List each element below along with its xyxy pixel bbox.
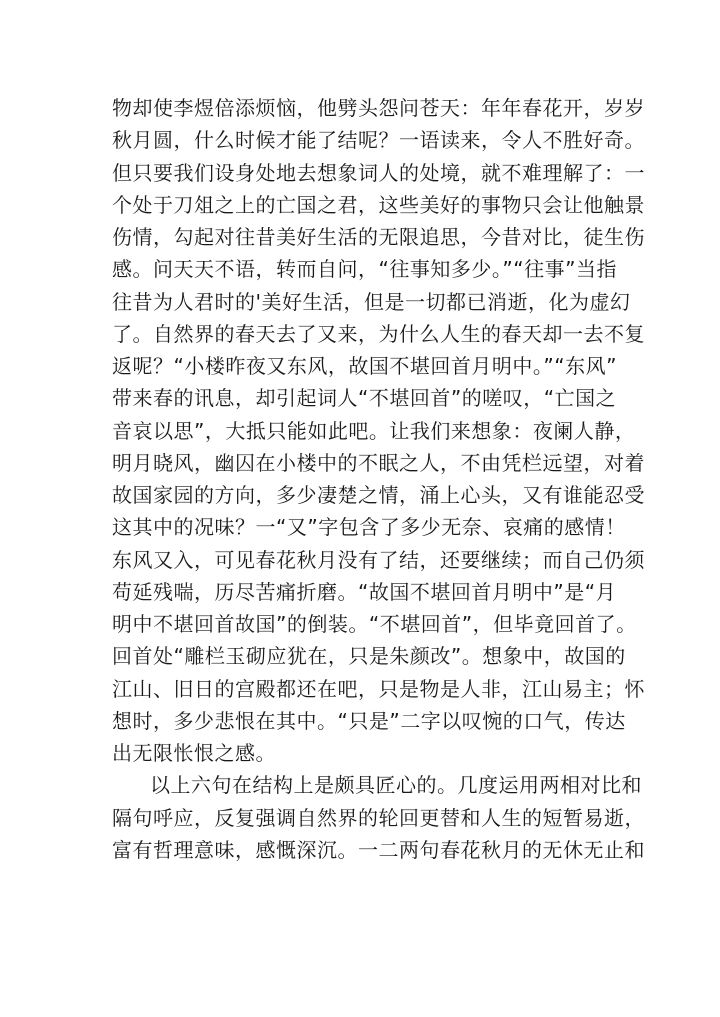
text-line: 出无限怅恨之感。 xyxy=(112,741,276,765)
paragraph-1 xyxy=(112,92,645,769)
text-line: 以上六句在结构上是颇具匠心的。几度运用两相对比和 xyxy=(150,773,642,798)
text-line: 回首处“雕栏玉砌应犹在，只是朱颜改”。想象中，故国的 xyxy=(112,644,626,669)
text-line: 个处于刀俎之上的亡国之君，这些美好的事物只会让他触景 xyxy=(112,192,645,217)
text-line: 这其中的况味？一“又”字包含了多少无奈、哀痛的感情！ xyxy=(112,515,626,540)
paragraph-2 xyxy=(112,769,645,866)
text-line: 带来春的讯息，却引起词人“不堪回首”的嗟叹，“亡国之 xyxy=(112,386,617,411)
text-line: 想时，多少悲恨在其中。“只是”二字以叹惋的口气，传达 xyxy=(112,708,626,733)
text-line: 物却使李煜倍添烦恼，他劈头怨问苍天：年年春花开，岁岁 xyxy=(112,96,645,120)
text-line: 苟延残喘，历尽苦痛折磨。“故国不堪回首月明中”是“月 xyxy=(112,579,617,604)
text-line: 东风又入，可见春花秋月没有了结，还要继续；而自己仍须 xyxy=(112,547,645,572)
text-line: 故国家园的方向，多少凄楚之情，涌上心头，又有谁能忍受 xyxy=(112,483,645,507)
text-line: 返呢？“小楼昨夜又东风，故国不堪回首月明中。”“东风” xyxy=(112,354,617,378)
text-line: 明月晓风，幽囚在小楼中的不眠之人，不由凭栏远望，对着 xyxy=(112,450,645,475)
text-line: 但只要我们设身处地去想象词人的处境，就不难理解了：一 xyxy=(112,160,645,185)
text-line: 明中不堪回首故国”的倒装。“不堪回首”，但毕竟回首了。 xyxy=(112,612,637,636)
text-line: 隔句呼应，反复强调自然界的轮回更替和人生的短暂易逝， xyxy=(112,805,645,830)
text-line: 往昔为人君时的'美好生活，但是一切都已消逝，化为虚幻 xyxy=(112,289,631,314)
text-line: 音哀以思”，大抵只能如此吧。让我们来想象：夜阑人静， xyxy=(112,418,636,443)
body-text xyxy=(112,92,645,866)
text-line: 秋月圆，什么时候才能了结呢？一语读来，令人不胜好奇。 xyxy=(112,128,645,153)
text-line: 感。问天天不语，转而自问，“往事知多少。”“往事”当指 xyxy=(112,257,617,282)
text-line: 了。自然界的春天去了又来，为什么人生的春天却一去不复 xyxy=(112,321,645,346)
text-line: 江山、旧日的宫殿都还在吧，只是物是人非，江山易主；怀 xyxy=(112,676,645,701)
text-line: 富有哲理意味，感慨深沉。一二两句春花秋月的无休无止和 xyxy=(112,837,645,862)
text-line: 伤情，勾起对往昔美好生活的无限追思，今昔对比，徒生伤 xyxy=(112,225,645,249)
